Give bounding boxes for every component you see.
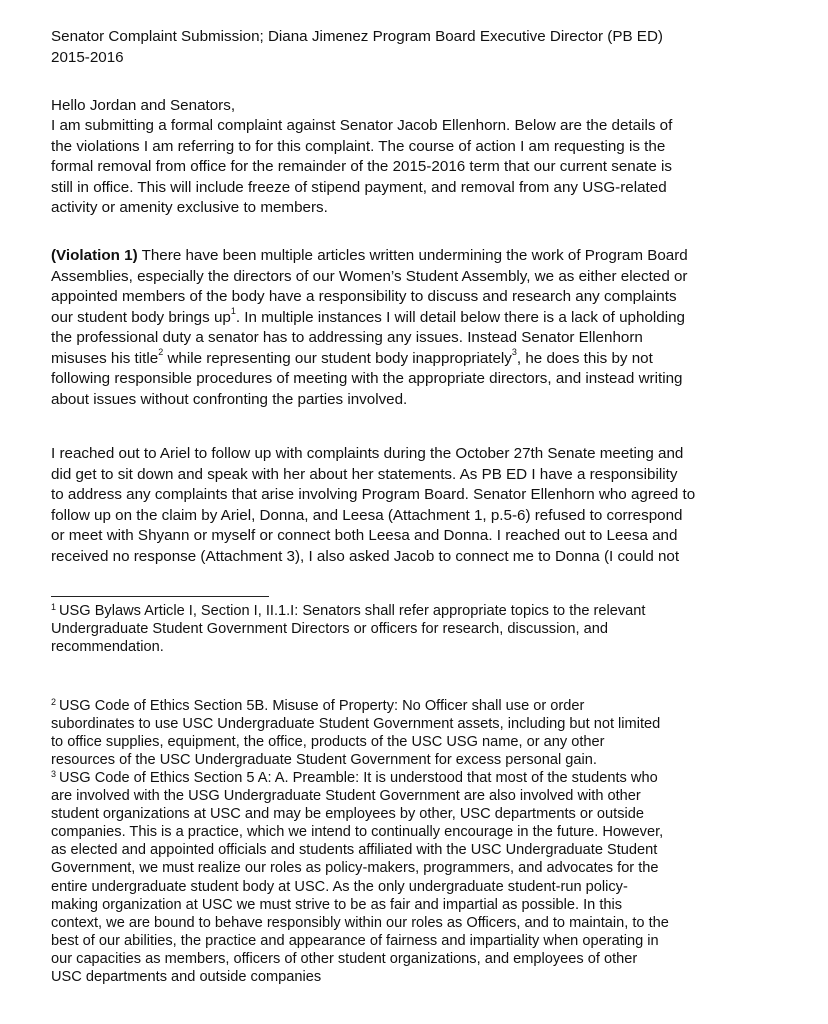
page-title (51, 27, 828, 68)
footnote-marker: 2 (51, 697, 57, 707)
paragraph-text: , he does this by not (516, 349, 653, 367)
paragraph-text: our student body brings up (51, 308, 231, 326)
paragraph-line: activity or amenity exclusive to members. (51, 199, 328, 216)
paragraph-line: appointed members of the body have a responsibility to discuss and research any complaints (51, 288, 677, 305)
footnote-reference: 1 (230, 306, 236, 317)
footnote-marker: 3 (51, 769, 57, 779)
footnote-reference: 2 (158, 347, 164, 358)
footnote-line: Government, we must realize our roles as policy-makers, programmers, and advocates for the (51, 860, 659, 877)
paragraph-line: follow up on the claim by Ariel, Donna, and Leesa (Attachment 1, p.5-6) refused to correspond (51, 506, 683, 524)
footnote-line: best of our abilities, the practice and appearance of fairness and impartiality when operating in (51, 932, 659, 949)
paragraph-text: There have been multiple articles written undermining the work of Program Board (137, 247, 688, 264)
greeting (51, 96, 828, 117)
paragraph-line: to address any complaints that arise involving Program Board. Senator Ellenhorn who agreed to (51, 486, 696, 503)
paragraph-line: or meet with Shyann or myself or connect both Leesa and Donna. I reached out to Leesa and (51, 527, 678, 544)
violation-paragraph (51, 246, 828, 410)
footnote-reference: 3 (511, 347, 517, 358)
footnote-line: subordinates to use USC Undergraduate Student Government assets, including but not limited (51, 716, 661, 733)
footnote-line: companies. This is a practice, which we intend to continually encourage in the future. However, (51, 824, 664, 841)
paragraph-line (51, 308, 828, 329)
footnote-line: as elected and appointed officials and students affiliated with the USC Undergraduate Student (51, 842, 658, 859)
title-line: 2015-2016 (51, 48, 124, 66)
footnote-text: USG Bylaws Article I, Section I, II.1.I: Senators shall refer appropriate topics to the relevant (59, 603, 646, 619)
footnote-marker: 1 (51, 602, 57, 612)
footnote-text: USG Code of Ethics Section 5 A: A. Preamble: It is understood that most of the students who (59, 770, 658, 786)
footnote-2 (51, 697, 828, 769)
footnote-line (51, 602, 828, 620)
outreach-paragraph (51, 444, 828, 567)
footnote-line: resources of the USC Undergraduate Student Government for excess personal gain. (51, 752, 597, 769)
paragraph-line: Assemblies, especially the directors of our Women’s Student Assembly, we as either elected or (51, 267, 688, 285)
intro-paragraph (51, 116, 828, 219)
paragraph-line: the professional duty a senator has to addressing any issues. Instead Senator Ellenhorn (51, 329, 643, 346)
paragraph-text: misuses his title (51, 349, 159, 367)
footnote-separator (51, 596, 269, 597)
footnote-line (51, 769, 828, 787)
paragraph-line: I reached out to Ariel to follow up with complaints during the October 27th Senate meeting and (51, 445, 684, 462)
paragraph-line: the violations I am referring to for this complaint. The course of action I am requesting is the (51, 137, 666, 155)
footnote-line (51, 697, 828, 715)
footnote-line: context, we are bound to behave responsibly within our roles as Officers, and to maintain, to the (51, 914, 669, 931)
footnote-1 (51, 602, 828, 656)
paragraph-text: . In multiple instances I will detail below there is a lack of upholding (235, 308, 685, 326)
title-line: Senator Complaint Submission; Diana Jimenez Program Board Executive Director (PB ED) (51, 28, 663, 45)
footnote-line: recommendation. (51, 639, 164, 656)
footnote-line: making organization at USC we must strive to be as fair and impartial as possible. In this (51, 896, 623, 913)
paragraph-line: formal removal from office for the remainder of the 2015-2016 term that our current senate is (51, 158, 673, 175)
paragraph-line: did get to sit down and speak with her about her statements. As PB ED I have a responsibility (51, 465, 678, 483)
footnote-text: USG Code of Ethics Section 5B. Misuse of Property: No Officer shall use or order (59, 698, 585, 714)
footnote-3 (51, 769, 828, 986)
paragraph-line: following responsible procedures of meeting with the appropriate directors, and instead writing (51, 370, 683, 387)
footnote-line: Undergraduate Student Government Directors or officers for research, discussion, and (51, 621, 608, 638)
paragraph-text: while representing our student body inappropriately (163, 349, 512, 367)
paragraph-line: still in office. This will include freeze of stipend payment, and removal from any USG-related (51, 178, 667, 196)
paragraph-line (51, 349, 828, 370)
violation-label: (Violation 1) (51, 247, 138, 264)
footnote-line: our capacities as members, officers of other student organizations, and employees of other (51, 950, 638, 967)
footnote-line: entire undergraduate student body at USC. As the only undergraduate student-run policy- (51, 878, 628, 895)
greeting-line: Hello Jordan and Senators, (51, 97, 236, 114)
paragraph-line: about issues without confronting the parties involved. (51, 390, 408, 408)
paragraph-line (51, 246, 828, 267)
footnote-line: are involved with the USG Undergraduate Student Government are also involved with other (51, 788, 641, 805)
footnote-line: student organizations at USC and may be employees by other, USC departments or outside (51, 806, 644, 823)
paragraph-line: received no response (Attachment 3), I also asked Jacob to connect me to Donna (I could not (51, 547, 680, 565)
footnote-line: to office supplies, equipment, the office, products of the USC USG name, or any other (51, 734, 605, 751)
paragraph-line: I am submitting a formal complaint against Senator Jacob Ellenhorn. Below are the details of (51, 117, 673, 134)
footnote-line: USC departments and outside companies (51, 969, 322, 986)
